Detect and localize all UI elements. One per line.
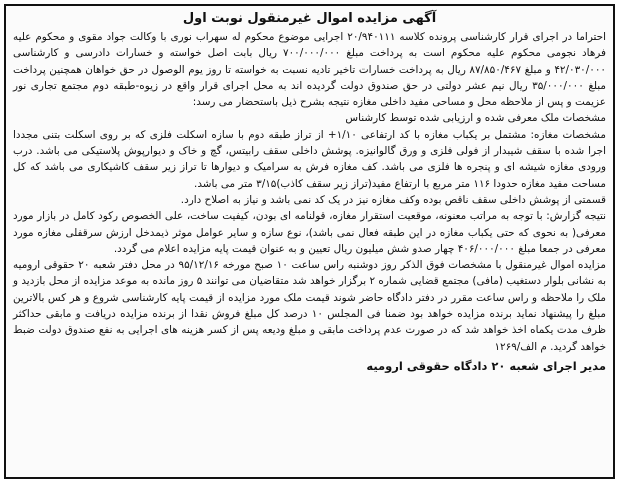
shop-specs-paragraph: مشخصات مغازه: مشتمل بر یکباب مغازه با کد ارتفاعی ۱/۱۰+ از تراز طبقه دوم با سازه اسکلت فلزی که بر روی اسکلت بتنی مجددا اجرا شده با سقف شیبدار از فولی فلزی و ورق گالوانیزه. پوشش داخلی سقف رابیتس، گچ و خاک و دیوارپوش پلاستیکی می باشد. درب ورودی مغازه شیشه ای و پنجره ها فلزی می باشد. کف مغازه فرش به سرامیک و دیوارها تا تراز زیر سقف کاشیکاری می باشد که کل مساحت مفید مغازه حدودا ۱۱۶ متر مربع با ارتفاع مفید(تراز زیر سقف کاذب)۳/۱۵ متر می باشد. — [13, 128, 606, 190]
intro-paragraph: احتراما در اجرای قرار کارشناسی پرونده کلاسه ۲۰/۹۴۰۱۱۱ اجرایی موضوع محکوم له سهراب نوری با وکالت جواد مقوی و محکوم علیه فرهاد نجومی محکوم علیه محکوم است به پرداخت مبلغ ۷۰۰/۰۰۰/۰۰۰ ریال بابت اصل خواسته و خسارات دادرسی و کارشناسی ۴۲/۰۳۰/۰۰۰ و مبلغ ۸۷/۸۵۰/۴۶۷ ریال به پرداخت خسارات تاخیر تادیه نسبت به خواسته تا روز یوم الوصول در حق خواهان همچنین پرداخت مبلغ ۳۵/۰۰۰/۰۰۰ ریال نیم عشر دولتی در حق صندوق دولت گردیده اند به محل اجرای قرار واقع در زیوه-طبقه دوم مجتمع تجاری نور عزیمت و پس از ملاحظه محل و مساحی مفید داخلی مغازه نتیجه بشرح ذیل باستحضار می رسد: — [13, 31, 606, 109]
signature-line: مدیر اجرای شعبه ۲۰ دادگاه حقوقی ارومیه — [366, 358, 606, 373]
auction-terms-paragraph: مزایده اموال غیرمنقول با مشخصات فوق الذکر روز دوشنبه راس ساعت ۱۰ صبح مورخه ۹۵/۱۲/۱۶ در محل دفتر شعبه ۲۰ حقوقی ارومیه به نشانی بلوار دستغیب (مافی) مجتمع قضایی شماره ۲ برگزار خواهد شد متقاضیان می توانند ۵ روز مانده به موعد مزایده از محل بازدید و ملک را ملاحظه و راس ساعت مقرر در دفتر دادگاه حاضر شوند قیمت ملک مورد مزایده از قیمت پایه کارشناسی شروع و هر کس بالاترین مبلغ را پیشنهاد نماید برنده مزایده خواهد بود ضمنا فی المجلس ۱۰ درصد کل مبلغ فروش نقدا از برنده مزایده دریافت و مابقی حداکثر ظرف مدت یکماه اخذ خواهد شد که در صورت عدم پرداخت مابقی و مبلغ ودیعه پس از کسر هزینه های اجرایی به نفع صندوق دولت ضبط خواهد گردید. م الف/۱۲۶۹ — [13, 259, 606, 353]
ceiling-note-paragraph: قسمتی از پوشش داخلی سقف ناقص بوده وکف مغازه نیز در یک کد نمی باشد و نیاز به اصلاح دارد. — [180, 193, 606, 206]
notice-title: آگهی مزایده اموال غیرمنقول نوبت اول — [182, 11, 437, 26]
legal-notice-box — [4, 4, 615, 479]
property-heading: مشخصات ملک معرفی شده و ارزیابی شده توسط کارشناس — [345, 112, 606, 125]
report-result-paragraph: نتیجه گزارش: با توجه به مراتب معنونه، موقعیت استقرار مغازه، قولنامه ای بودن، کیفیت ساخت، علی الخصوص رکود کامل در بازار مورد معرفی( به نحوی که حتی یکباب مغازه در این طبقه فعال نمی باشد)، نوع سازه و سایر عوامل موثر ذیمدخل ارزش سرقفلی مغازه مورد معرفی در جمعا مبلغ ۴۰۶/۰۰۰/۰۰۰ چهار صدو شش میلیون ریال تعیین و به عنوان قیمت پایه مزایده اعلام می گردد. — [13, 210, 606, 255]
notice-body — [13, 29, 606, 355]
